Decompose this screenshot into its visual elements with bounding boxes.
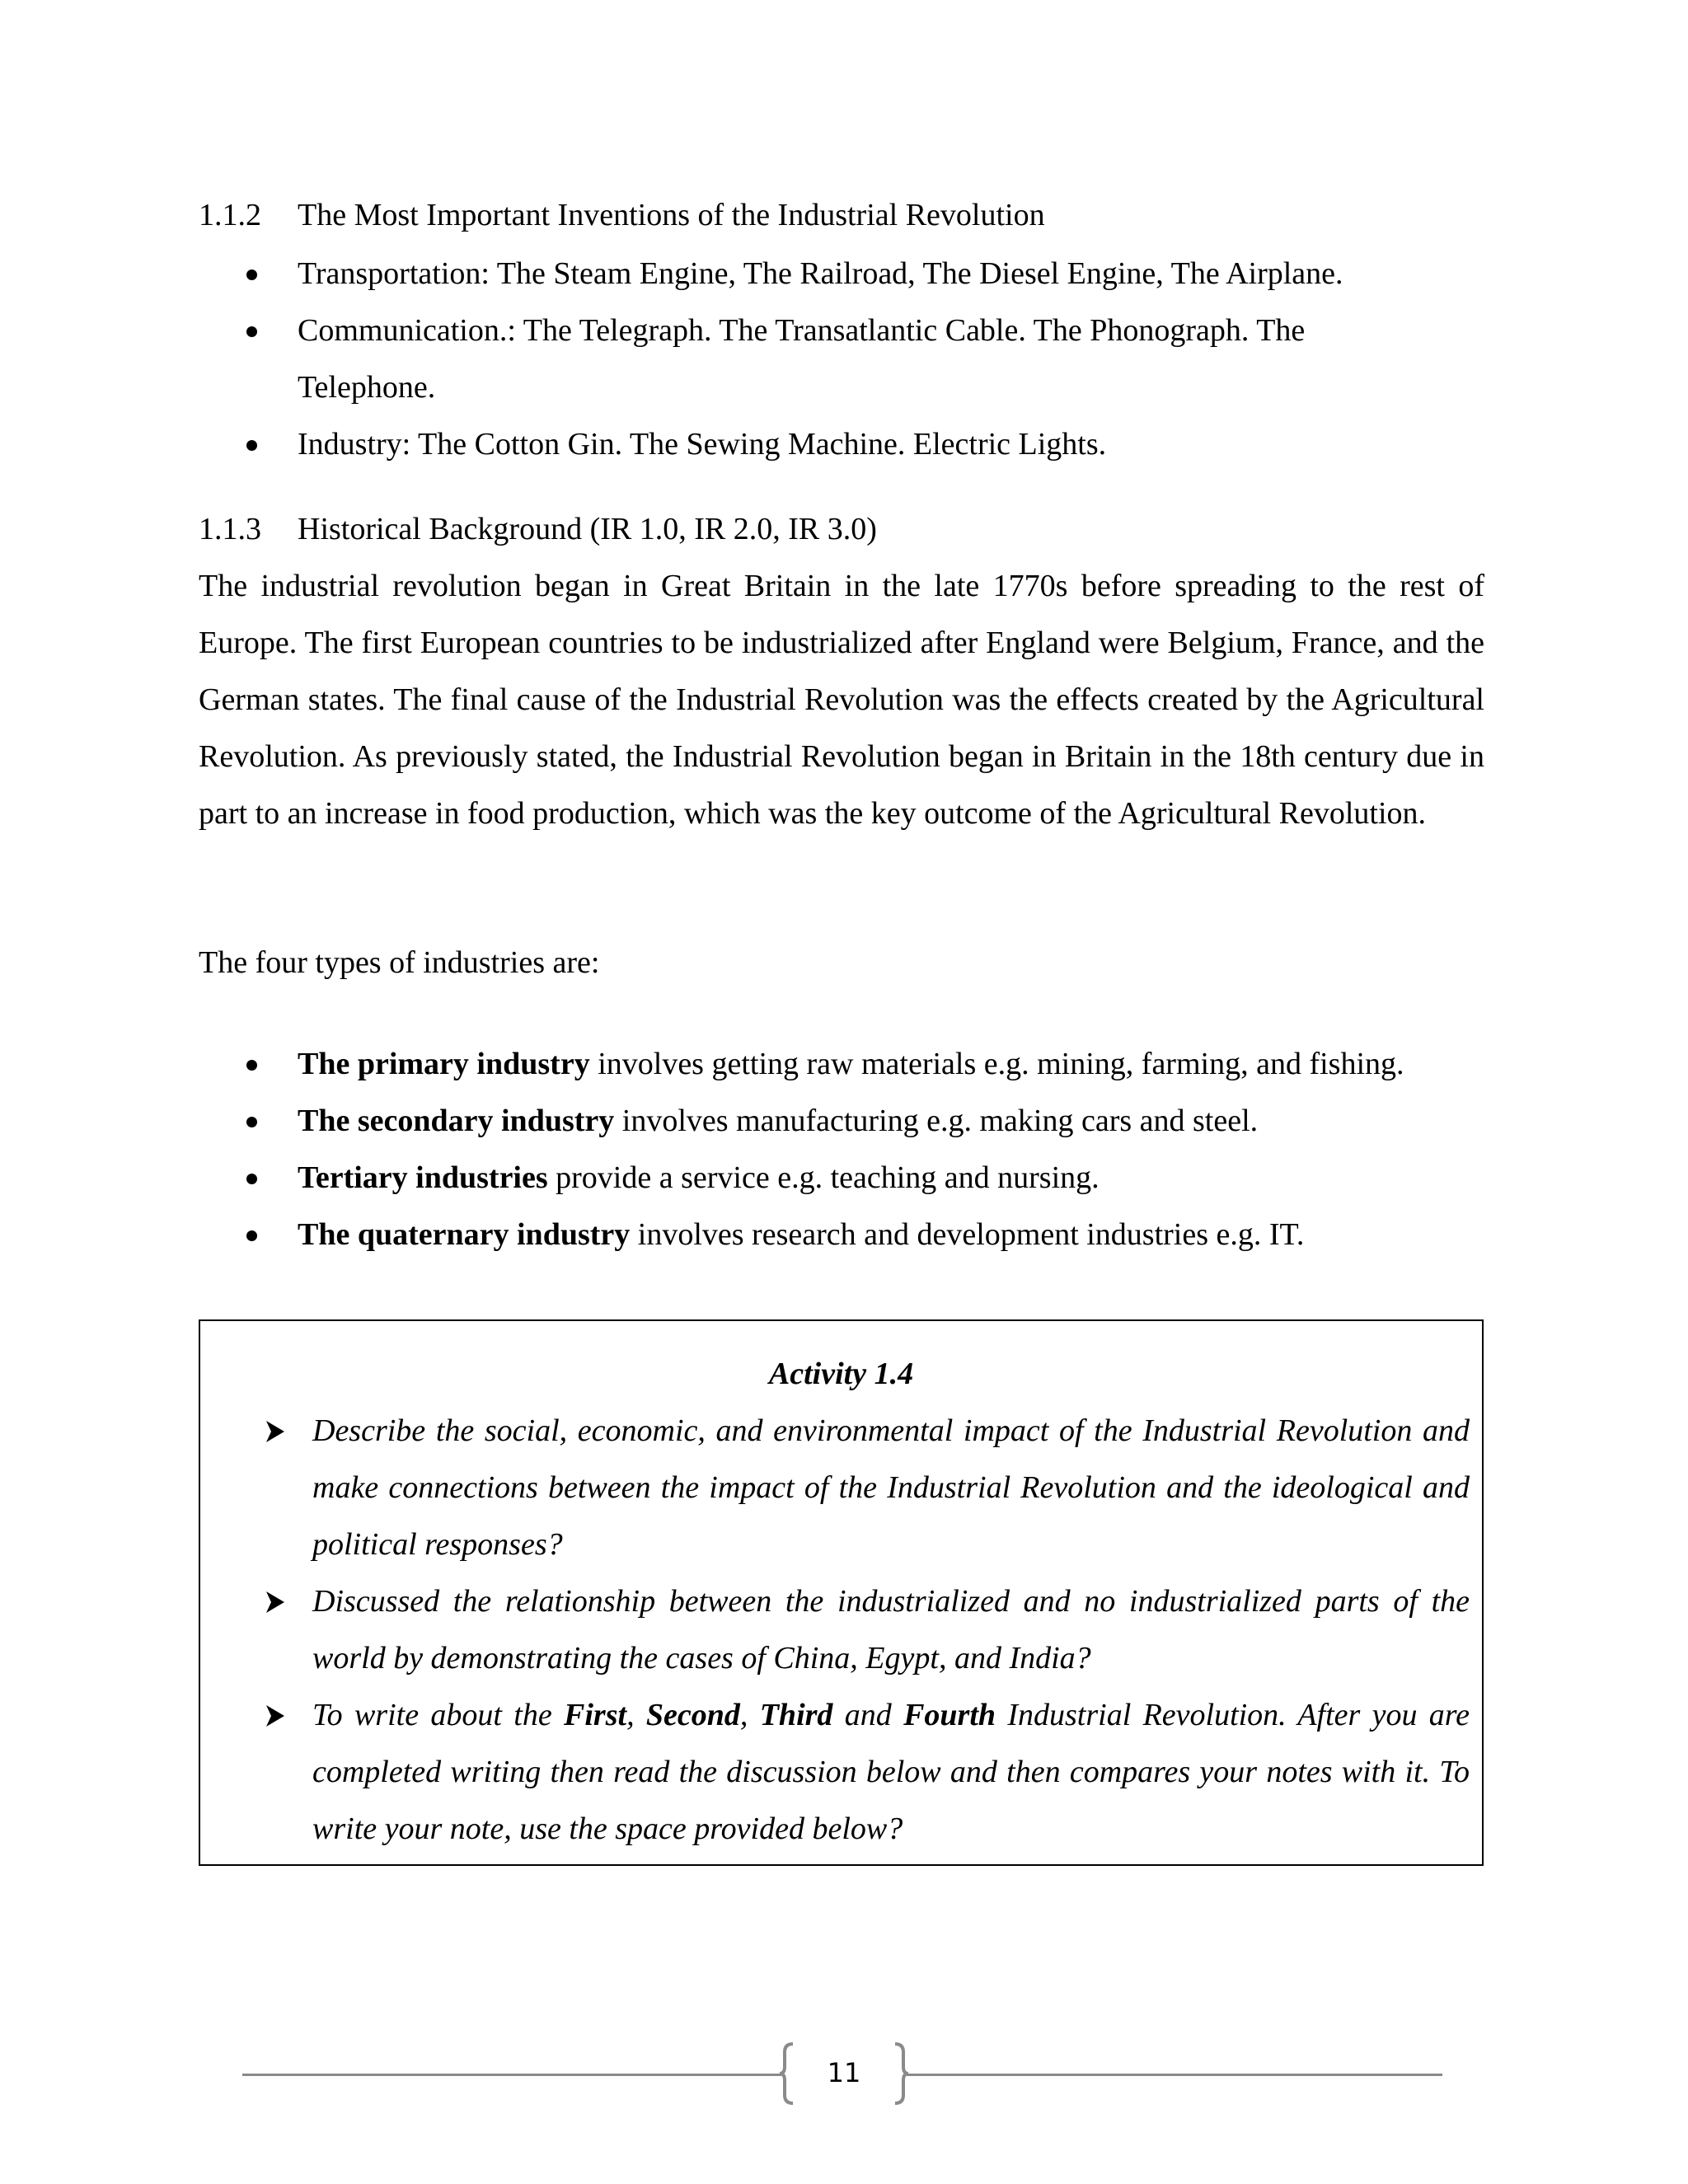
bullet-icon [246, 1174, 257, 1184]
list-item [266, 1573, 1470, 1687]
arrow-bullet-icon [266, 1591, 284, 1613]
emphasis-fourth: Fourth [903, 1698, 996, 1732]
footer-rule-right [907, 2074, 1442, 2076]
activity-item-text [312, 1698, 1470, 1846]
list-item-text: Industry: The Cotton Gin. The Sewing Machine. Electric Lights. [298, 427, 1107, 462]
text-run: , [626, 1698, 646, 1732]
arrow-bullet-icon [266, 1705, 284, 1727]
historical-background-paragraph: The industrial revolution began in Great Britain in the late 1770s before spreading to the rest of Europe. The first European countries to be industrialized after England were Belgium, France, and the German states. The final cause of the Industrial Revolution was the effects created by the Agricultural Revolution. As previously stated, the Industrial Revolution began in Britain in the 18th century due in part to an increase in food production, which was the key outcome of the Agricultural Revolution. [199, 569, 1484, 831]
list-item [199, 1150, 1484, 1207]
list-item [199, 416, 1484, 473]
industry-term: The primary industry [298, 1047, 590, 1081]
list-item [199, 302, 1484, 416]
section-title: Historical Background (IR 1.0, IR 2.0, IR 3.0) [298, 512, 877, 546]
text-run: Industrial Revolution. After you are completed writing then read the discussion below and then compares your notes with it. To write your note, use the space provided below? [312, 1698, 1470, 1846]
list-item [199, 1036, 1484, 1093]
emphasis-first: First [564, 1698, 627, 1732]
industries-list [199, 1036, 1484, 1263]
industry-desc: involves manufacturing e.g. making cars and steel. [614, 1104, 1259, 1138]
industry-term: The quaternary industry [298, 1217, 631, 1252]
bullet-icon [246, 326, 257, 337]
activity-item-text: Discussed the relationship between the industrialized and no industrialized parts of the world by demonstrating the cases of China, Egypt, and India? [312, 1584, 1470, 1675]
list-item-text: Transportation: The Steam Engine, The Railroad, The Diesel Engine, The Airplane. [298, 256, 1343, 291]
activity-title: Activity 1.4 [768, 1357, 914, 1391]
text-run: To write about the [312, 1698, 565, 1732]
activity-item-text: Describe the social, economic, and environmental impact of the Industrial Revolution and make connections between the impact of the Industrial Revolution and the ideological and political responses? [312, 1413, 1470, 1562]
list-item [199, 1207, 1484, 1263]
inventions-list [199, 246, 1484, 473]
industry-desc: involves getting raw materials e.g. mining, farming, and fishing. [589, 1047, 1404, 1081]
industry-desc: involves research and development industries e.g. IT. [630, 1217, 1305, 1252]
section-title: The Most Important Inventions of the Industrial Revolution [298, 198, 1045, 232]
list-item [199, 1093, 1484, 1150]
list-item [199, 246, 1484, 302]
emphasis-second: Second [645, 1698, 740, 1732]
right-brace-icon [893, 2042, 910, 2105]
page-number: 11 [827, 2057, 861, 2088]
section-number: 1.1.2 [199, 198, 261, 232]
list-item-text: Communication.: The Telegraph. The Transatlantic Cable. The Phonograph. The Telephone. [298, 313, 1306, 405]
section-heading-1-1-2 [199, 187, 1045, 244]
section-heading-1-1-3 [199, 501, 877, 558]
activity-list [266, 1403, 1470, 1858]
bullet-icon [246, 1230, 257, 1241]
bullet-icon [246, 1117, 257, 1127]
bullet-icon [246, 269, 257, 280]
text-run: , [739, 1698, 760, 1732]
list-item [266, 1403, 1470, 1573]
industry-desc: provide a service e.g. teaching and nursing. [547, 1160, 1100, 1195]
section-number: 1.1.3 [199, 512, 261, 546]
industry-term: The secondary industry [298, 1104, 615, 1138]
left-brace-icon [778, 2042, 795, 2105]
bullet-icon [246, 1060, 257, 1071]
industries-intro: The four types of industries are: [199, 945, 600, 980]
list-item [266, 1687, 1470, 1858]
text-run: and [832, 1698, 904, 1732]
activity-box [199, 1319, 1484, 1866]
emphasis-third: Third [759, 1698, 833, 1732]
industry-term: Tertiary industries [298, 1160, 548, 1195]
footer-rule-left [242, 2074, 781, 2076]
bullet-icon [246, 440, 257, 451]
arrow-bullet-icon [266, 1421, 284, 1442]
